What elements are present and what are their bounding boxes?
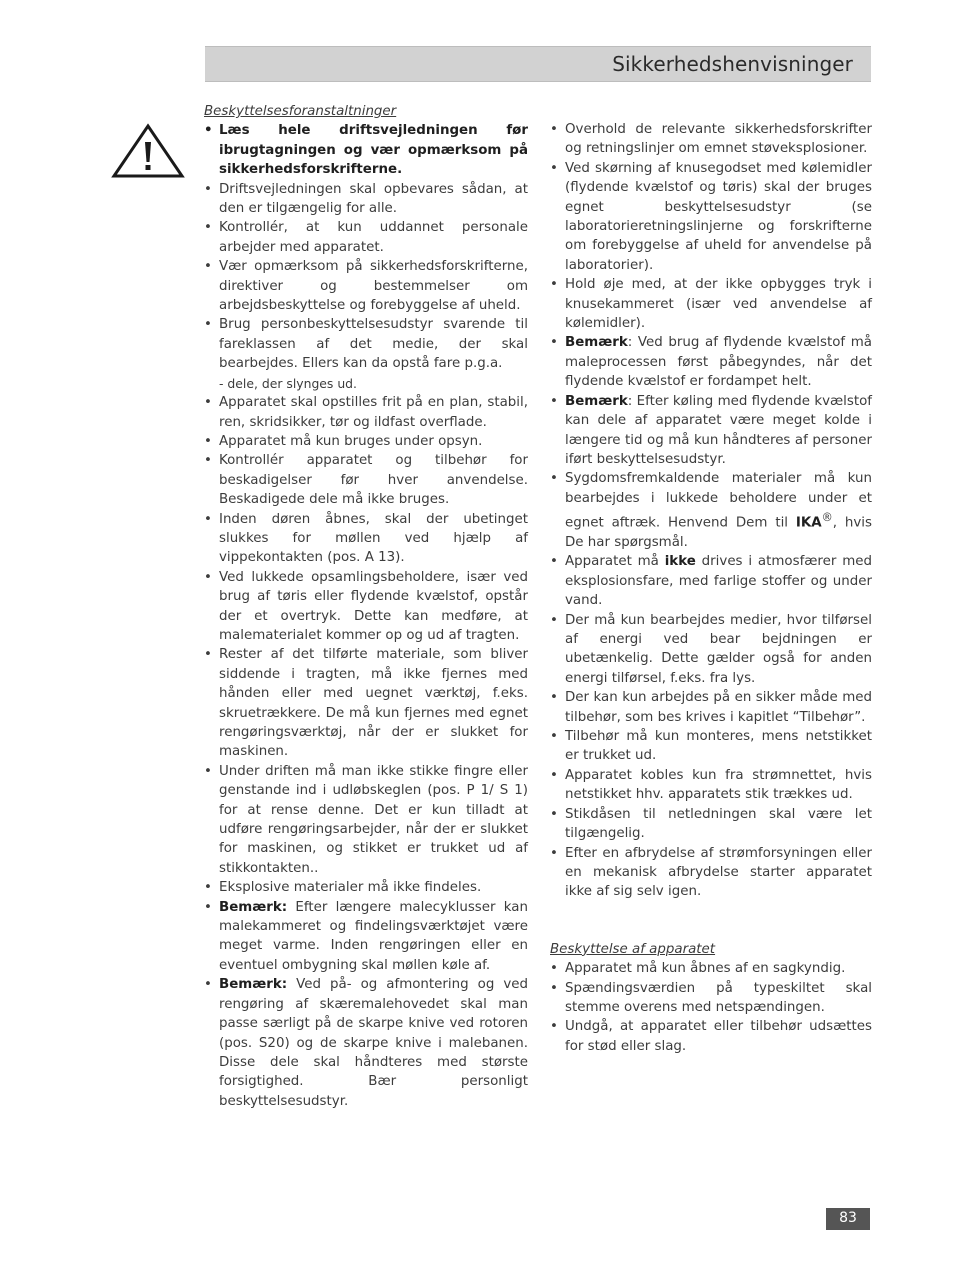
brand-name: IKA <box>795 515 822 531</box>
page-title: Sikkerhedshenvisninger <box>612 52 853 76</box>
list-item: • Apparatet må kun åbnes af en sagkyndig. <box>550 959 872 978</box>
list-item: • Der kan kun arbejdes på en sikker måde med tilbehør, som bes krives i kapitlet “Tilbehør”. <box>550 688 872 727</box>
list-item: • Eksplosive materialer må ikke findeles. <box>204 878 528 897</box>
header-bar <box>205 46 871 82</box>
list-item: • Apparatet må kun bruges under opsyn. <box>204 432 528 451</box>
note-text: : Efter køling med flydende kvælstof kan dele af apparatet være meget kolde i længere tid og må kun håndteres af personer iført beskyttelsesudstyr. <box>565 393 872 467</box>
list-item: • Ved skørning af knusegodset med kølemidler (flydende kvælstof og tøris) skal der bruges egnet beskyttelsesudstyr (se laboratorieretningslinjerne og forskrifterne om forebyggelse af uheld for anvendelse på laboratorier). <box>550 159 872 275</box>
page-number: 83 <box>839 1210 857 1226</box>
section-title-device-protection: Beskyttelse af apparatet <box>550 941 716 957</box>
emphasis-word: ikke <box>664 554 696 570</box>
registered-mark: ® <box>821 511 833 525</box>
note-item <box>550 392 872 470</box>
list-item: • Overhold de relevante sikkerhedsforskrifter og retningslinjer om emnet støveksplosioner. <box>550 120 872 159</box>
list-item: • Kontrollér apparatet og tilbehør for beskadigelser før hver anvendelse. Beskadigede dele må ikke bruges. <box>204 451 528 509</box>
list-item: • Under driften må man ikke stikke fingre eller genstande ind i udløbskeglen (pos. P 1/ S 1) for at rense denne. Det er kun tilladt at udføre rengøringsarbejder, når der er slukket for maskinen, og stikket er trukket ud af stikkontakten.. <box>204 762 528 878</box>
list-item: • Undgå, at apparatet eller tilbehør udsættes for stød eller slag. <box>550 1017 872 1056</box>
list-item <box>550 469 872 552</box>
left-column <box>204 102 528 1111</box>
list-item: • Brug personbeskyttelsesudstyr svarende til fareklassen af det medie, der skal bearbejdes. Ellers kan da opstå fare p.g.a. <box>204 315 528 373</box>
list-item: • Spændingsværdien på typeskiltet skal stemme overens med netspændingen. <box>550 979 872 1018</box>
list-item: • Apparatet skal opstilles frit på en plan, stabil, ren, skridsikker, tør og ildfast overflade. <box>204 393 528 432</box>
list-item: • Driftsvejledningen skal opbevares sådan, at den er tilgængelig for alle. <box>204 180 528 219</box>
page-number-box <box>826 1208 870 1230</box>
list-item: • Inden døren åbnes, skal der ubetinget slukkes for møllen ved hjælp af vippekontakten (pos. A 13). <box>204 510 528 568</box>
list-item: • Tilbehør må kun monteres, mens netstikket er trukket ud. <box>550 727 872 766</box>
list-item: • Kontrollér, at kun uddannet personale arbejder med apparatet. <box>204 218 528 257</box>
list-item: • Ved lukkede opsamlingsbeholdere, især ved brug af tøris eller flydende kvælstof, opstår der et overtryk. Dette kan medføre, at malematerialet kommer op og ud af tragten. <box>204 568 528 646</box>
list-item <box>550 552 872 610</box>
note-text: Ved på- og afmontering og ved rengøring af skæremalehovedet skal man passe særligt på de skarpe knive ved rotoren (pos. S20) og de skarpe knive i malebanen. Disse dele skal håndteres med største forsigtighed. Bær personligt beskyttelsesudstyr. <box>219 977 528 1109</box>
list-subitem: - dele, der slynges ud. <box>219 375 357 391</box>
note-item <box>550 333 872 391</box>
list-text: Sygdomsfremkaldende materialer må kun bearbejdes i lukkede beholdere under et egnet aftræk. Henvend Dem til <box>565 471 872 531</box>
note-text: : Ved brug af flydende kvælstof må maleprocessen først påbegyndes, når det flydende kvælstof er fordampet helt. <box>565 335 872 390</box>
list-item: • Rester af det tilførte materiale, som bliver siddende i tragten, må ikke fjernes med hånden eller med uegnet værktøj, f.eks. skruetrækkere. De må kun fjernes med egnet rengøringsværktøj, når der er slukket for maskinen. <box>204 645 528 761</box>
list-item: • Hold øje med, at der ikke opbygges tryk i knusekammeret (især ved anvendelse af kølemidler). <box>550 275 872 333</box>
note-text: Efter længere malecyklusser kan malekammeret og findelingsværktøjet være meget varme. Inden rengøringen eller en eventuel ombygning skal møllen køle af. <box>219 899 528 973</box>
list-item: • Efter en afbrydelse af strømforsyningen eller en mekanisk afbrydelse starter apparatet ikke af sig selv igen. <box>550 844 872 902</box>
right-column <box>550 120 872 1056</box>
list-text: , hvis De har spørgsmål. <box>565 515 872 550</box>
list-item: • Apparatet kobles kun fra strømnettet, hvis netstikket hhv. apparatets stik trækkes ud. <box>550 766 872 805</box>
note-label: Bemærk <box>565 335 628 351</box>
note-item <box>204 898 528 976</box>
list-text: Apparatet må <box>565 554 665 570</box>
note-label: Bemærk <box>565 393 628 409</box>
list-text: drives i atmosfærer med eksplosionsfare, med farlige stoffer og under vand. <box>565 554 872 609</box>
warning-triangle-icon <box>110 122 186 180</box>
list-item: • Stikdåsen til netledningen skal være let tilgængelig. <box>550 805 872 844</box>
list-item: • Der må kun bearbejdes medier, hvor tilførsel af energi ved bear bejdningen er ubetænkelig. Dette gælder også for anden energi tilførsel, f.eks. fra lys. <box>550 611 872 689</box>
section-title-protection: Beskyttelsesforanstaltninger <box>204 104 397 119</box>
note-item <box>204 975 528 1111</box>
note-label: Bemærk: <box>219 899 288 915</box>
note-label: Bemærk: <box>219 977 288 993</box>
list-item: • Vær opmærksom på sikkerhedsforskrifterne, direktiver og bestemmelser om arbejdsbeskyttelse og forebyggelse af uheld. <box>204 257 528 315</box>
spacer <box>550 902 872 940</box>
list-item: • Læs hele driftsvejledningen før ibrugtagningen og vær opmærksom på sikkerhedsforskrifterne. <box>204 121 528 179</box>
